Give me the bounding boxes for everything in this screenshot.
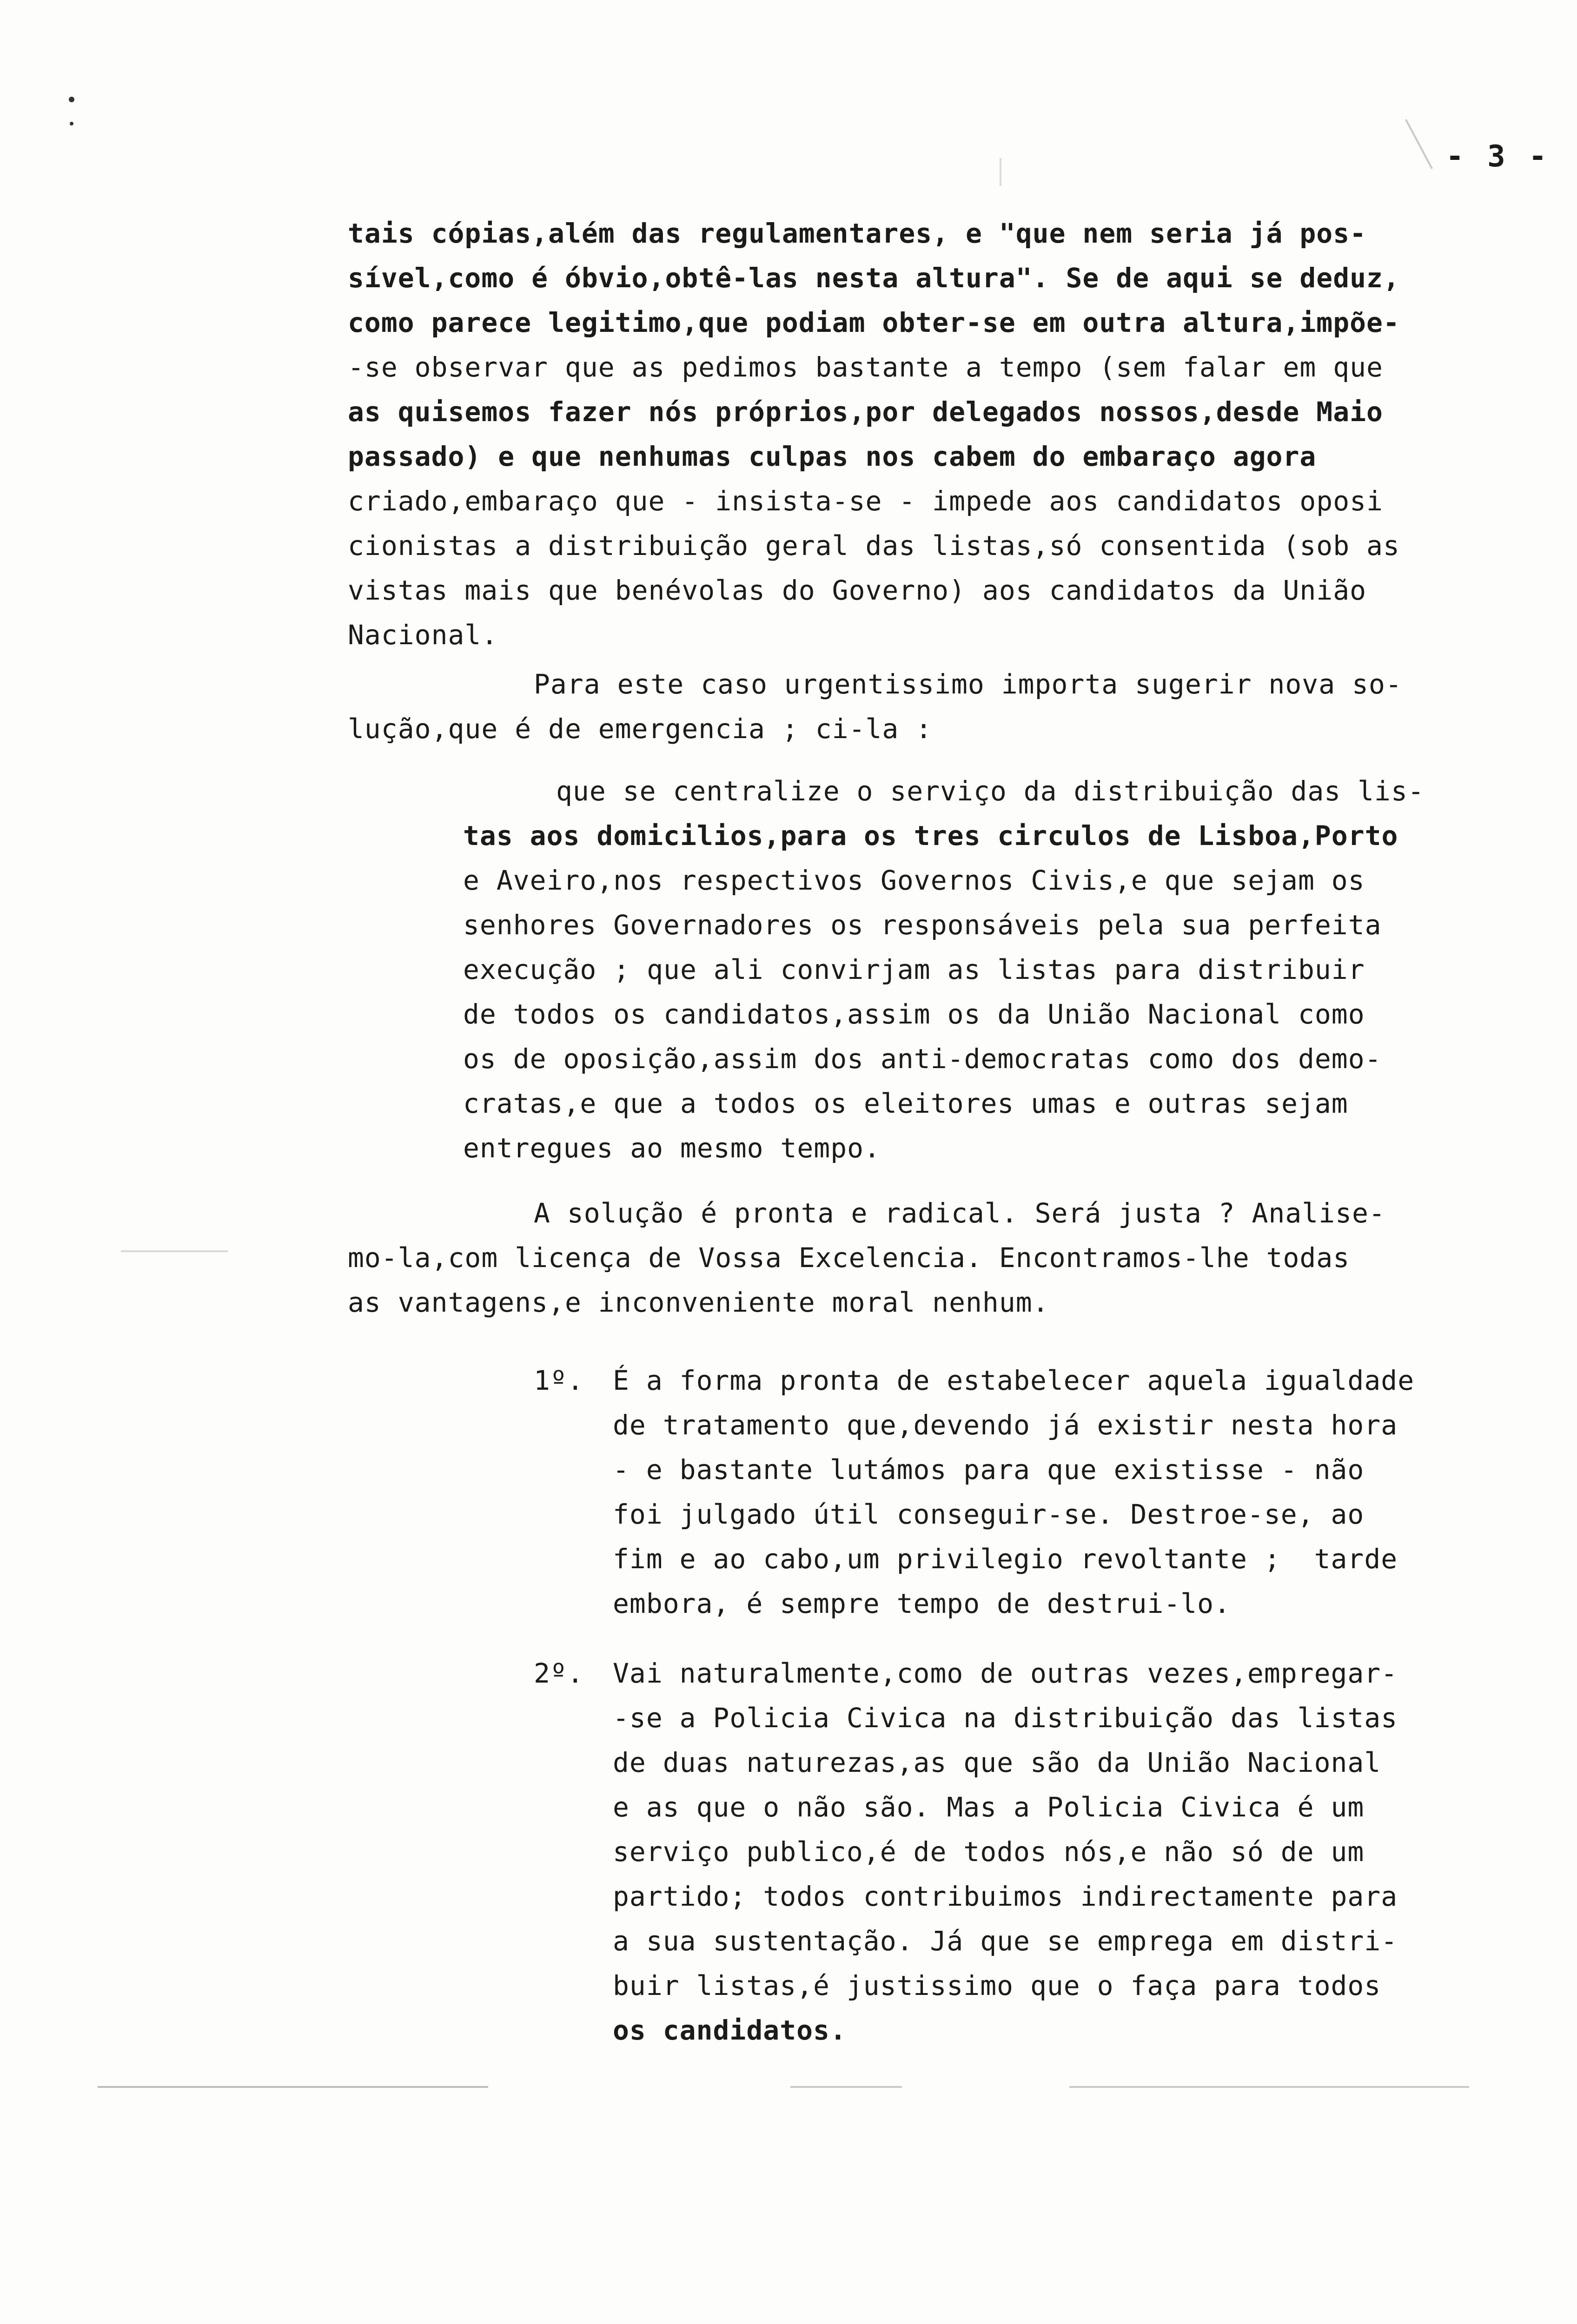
text-line: senhores Governadores os responsáveis pela sua perfeita	[463, 909, 1382, 941]
text-line: a sua sustentação. Já que se emprega em distri-	[613, 1925, 1398, 1957]
text-line: os de oposição,assim dos anti-democratas como dos demo-	[463, 1043, 1382, 1075]
text-line: vistas mais que benévolas do Governo) aos candidatos da União	[348, 574, 1367, 606]
text-line: que se centralize o serviço da distribuição das lis-	[556, 775, 1425, 807]
text-line: -se a Policia Civica na distribuição das listas	[613, 1702, 1398, 1734]
scan-smudge	[121, 1250, 228, 1252]
text-line: Para este caso urgentissimo importa sugerir nova so-	[534, 668, 1402, 700]
text-line: buir listas,é justissimo que o faça para todos	[613, 1970, 1381, 2001]
text-line: fim e ao cabo,um privilegio revoltante ; tarde	[613, 1543, 1398, 1575]
text-line: tais cópias,além das regulamentares, e "que nem seria já pos-	[348, 218, 1367, 249]
text-line: embora, é sempre tempo de destrui-lo.	[613, 1588, 1231, 1619]
text-line: de tratamento que,devendo já existir nesta hora	[613, 1409, 1398, 1441]
text-line: - e bastante lutámos para que existisse - não	[613, 1454, 1365, 1486]
point-label: 2º.	[534, 1657, 584, 1689]
scan-line-bottom	[790, 2086, 902, 2088]
text-line: as vantagens,e inconveniente moral nenhum.	[348, 1287, 1049, 1318]
text-line: Vai naturalmente,como de outras vezes,empregar-	[613, 1657, 1398, 1689]
scan-line-bottom	[1069, 2086, 1469, 2088]
text-line: entregues ao mesmo tempo.	[463, 1132, 881, 1164]
point-label: 1º.	[534, 1365, 584, 1396]
text-line: sível,como é óbvio,obtê-las nesta altura". Se de aqui se deduz,	[348, 262, 1400, 294]
text-line: A solução é pronta e radical. Será justa ? Analise-	[534, 1197, 1385, 1229]
text-line: como parece legitimo,que podiam obter-se em outra altura,impõe-	[348, 307, 1400, 338]
scan-mark-top	[1405, 119, 1433, 169]
text-line: cionistas a distribuição geral das listas,só consentida (sob as	[348, 530, 1400, 561]
text-line: partido; todos contribuimos indirectamente para	[613, 1881, 1398, 1912]
text-line: passado) e que nenhumas culpas nos cabem do embaraço agora	[348, 441, 1317, 472]
text-line: -se observar que as pedimos bastante a tempo (sem falar em que	[348, 351, 1383, 383]
text-line: criado,embaraço que - insista-se - impede aos candidatos oposi	[348, 485, 1383, 517]
text-line: os candidatos.	[613, 2014, 847, 2046]
scan-mark-top	[1000, 158, 1001, 186]
text-line: e Aveiro,nos respectivos Governos Civis,e que sejam os	[463, 865, 1365, 896]
text-line: tas aos domicilios,para os tres circulos de Lisboa,Porto	[463, 820, 1398, 852]
text-line: mo-la,com licença de Vossa Excelencia. Encontramos-lhe todas	[348, 1242, 1350, 1274]
text-line: de duas naturezas,as que são da União Nacional	[613, 1747, 1381, 1778]
text-line: execução ; que ali convirjam as listas para distribuir	[463, 954, 1365, 985]
text-line: cratas,e que a todos os eleitores umas e outras sejam	[463, 1088, 1348, 1119]
text-line: lução,que é de emergencia ; ci-la :	[348, 713, 933, 745]
page-number: - 3 -	[1446, 139, 1550, 174]
scan-line-bottom	[98, 2086, 488, 2088]
scan-speck	[70, 122, 73, 125]
text-line: Nacional.	[348, 619, 498, 651]
text-line: e as que o não são. Mas a Policia Civica é um	[613, 1791, 1365, 1823]
text-line: É a forma pronta de estabelecer aquela igualdade	[613, 1365, 1415, 1396]
text-line: as quisemos fazer nós próprios,por delegados nossos,desde Maio	[348, 396, 1383, 428]
text-line: de todos os candidatos,assim os da União Nacional como	[463, 998, 1365, 1030]
text-line: serviço publico,é de todos nós,e não só de um	[613, 1836, 1365, 1868]
text-line: foi julgado útil conseguir-se. Destroe-se, ao	[613, 1499, 1365, 1530]
scan-speck	[69, 97, 74, 102]
